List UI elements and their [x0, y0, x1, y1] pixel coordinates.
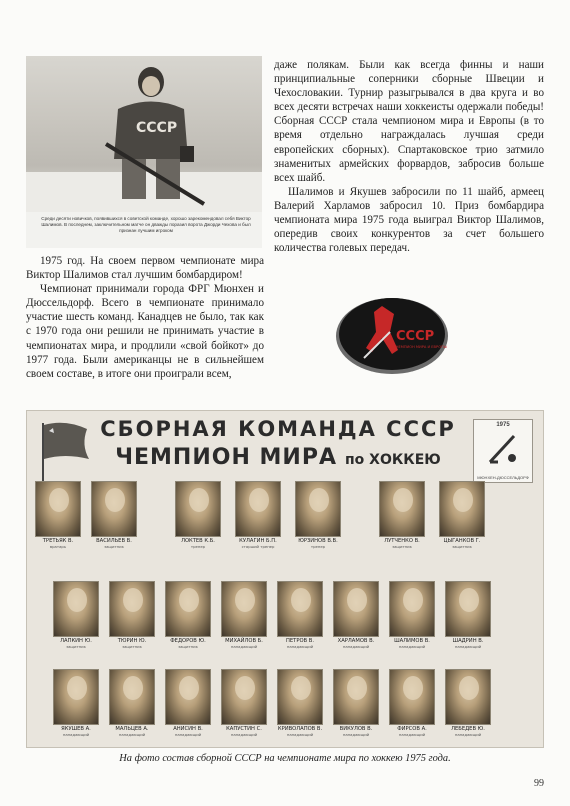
- player-figure-icon: [96, 64, 206, 209]
- player-portrait: [443, 581, 493, 649]
- portrait-photo: [445, 581, 491, 637]
- badge-text: СССР: [396, 329, 435, 344]
- portrait-photo: [35, 481, 81, 537]
- player-portrait: [331, 669, 381, 737]
- hockey-player-image: [26, 56, 262, 212]
- player-portrait: [275, 581, 325, 649]
- portrait-name: ЮРЗИНОВ В.В.: [298, 538, 338, 544]
- portrait-photo: [379, 481, 425, 537]
- soviet-flag-icon: [35, 419, 91, 485]
- portrait-role: защитник: [66, 644, 86, 649]
- portrait-role: старший тренер: [241, 544, 275, 549]
- portrait-photo: [277, 581, 323, 637]
- portrait-name: КАПУСТИН С.: [226, 726, 262, 732]
- text-column-right: [274, 58, 544, 255]
- portrait-photo: [91, 481, 137, 537]
- player-portrait: [173, 481, 223, 549]
- portrait-name: АНИСИН В.: [173, 726, 203, 732]
- emblem-year: 1975: [496, 422, 510, 428]
- player-portrait: [387, 581, 437, 649]
- portrait-photo: [53, 581, 99, 637]
- poster-subtitle-sport: по ХОККЕЮ: [345, 452, 441, 468]
- player-portrait: [163, 581, 213, 649]
- portrait-photo: [277, 669, 323, 725]
- portrait-name: ТЮРИН Ю.: [117, 638, 147, 644]
- portrait-role: нападающий: [398, 644, 426, 649]
- portrait-photo: [235, 481, 281, 537]
- paragraph: Шалимов и Якушев забросили по 11 шайб, армеец Валерий Харламов забросил 10. Приз бомбардира чемпионата мира 1975 года выиграл Виктор Шалимов, опередив своих конкурентов за счет большего количества голевых передач.: [274, 185, 544, 255]
- portrait-role: тренер: [310, 544, 326, 549]
- paragraph: даже полякам. Были как всегда финны и наши принципиальные соперники сборные Швеции и Чехословакии. Турнир разыгрывался в два круга и во всех десяти встречах наши хоккеисты одержали победы! Сборная СССР стала чемпионом мира и Европы (в то время отдельно награждалась лучшая среди европейских сборных). Спартаковское трио затмило знаменитых армейских форвардов, забросив больше всех шайб.: [274, 59, 544, 184]
- portrait-name: ПЕТРОВ В.: [286, 638, 314, 644]
- portrait-role: вратарь: [49, 544, 67, 549]
- photo-caption: Среди десяти новичков, появившихся в советской команде, хорошо зарекомендовал себя Виктор Шалимов. В последнем, заключительном матче он дважды поразил ворота Джорди Чехова и был признан лучшим игроком: [41, 216, 251, 233]
- portrait-role: защитник: [104, 544, 124, 549]
- emblem-place: МЮНХЕН-ДЮССЕЛЬДОРФ: [477, 475, 529, 480]
- portrait-photo: [221, 581, 267, 637]
- player-portrait: [107, 669, 157, 737]
- portrait-role: нападающий: [342, 732, 370, 737]
- portrait-name: МАЛЬЦЕВ А.: [115, 726, 149, 732]
- player-portrait: [163, 669, 213, 737]
- player-portrait: [219, 669, 269, 737]
- portrait-name: МИХАЙЛОВ Б.: [225, 638, 263, 644]
- paragraph: 1975 год. На своем первом чемпионате мира Виктор Шалимов стал лучшим бомбардиром!: [26, 255, 264, 282]
- poster-subtitle: [97, 445, 459, 470]
- portrait-name: ЛЕБЕДЕВ Ю.: [451, 726, 485, 732]
- portrait-photo: [109, 669, 155, 725]
- portrait-photo: [175, 481, 221, 537]
- player-portrait: [51, 581, 101, 649]
- portrait-role: нападающий: [174, 732, 202, 737]
- portrait-photo: [165, 669, 211, 725]
- player-portrait: [275, 669, 325, 737]
- portrait-name: ВАСИЛЬЕВ В.: [96, 538, 132, 544]
- portrait-role: нападающий: [230, 732, 258, 737]
- portrait-photo: [389, 581, 435, 637]
- team-poster: [26, 410, 544, 748]
- svg-text:CCCP: CCCP: [136, 120, 178, 136]
- poster-title: СБОРНАЯ КОМАНДА СССР: [100, 417, 456, 441]
- figure-caption: На фото состав сборной СССР на чемпионате мира по хоккею 1975 года.: [119, 753, 451, 764]
- portrait-name: ЛУТЧЕНКО В.: [384, 538, 420, 544]
- portrait-name: ШАЛИМОВ В.: [394, 638, 430, 644]
- portrait-role: защитник: [122, 644, 142, 649]
- portrait-name: ТРЕТЬЯК В.: [42, 538, 74, 544]
- poster-subtitle-main: ЧЕМПИОН МИРА: [115, 445, 337, 470]
- player-photo: [26, 56, 262, 248]
- portrait-role: нападающий: [230, 644, 258, 649]
- portrait-role: тренер: [190, 544, 206, 549]
- text-column-left: [26, 254, 264, 381]
- portrait-name: ФИРСОВ А.: [397, 726, 427, 732]
- portrait-photo: [333, 581, 379, 637]
- hockey-stick-icon: [484, 432, 524, 466]
- page-number: 99: [534, 778, 544, 789]
- portrait-name: ЛАПКИН Ю.: [60, 638, 92, 644]
- portrait-role: нападающий: [62, 732, 90, 737]
- portrait-name: ФЕДОРОВ Ю.: [170, 638, 206, 644]
- portrait-role: защитник: [392, 544, 412, 549]
- portrait-name: ШАДРИН В.: [452, 638, 484, 644]
- portrait-photo: [333, 669, 379, 725]
- portrait-role: нападающий: [398, 732, 426, 737]
- badge-subtext: ЧЕМПИОН МИРА И ЕВРОПЫ: [396, 345, 447, 349]
- championship-badge: [334, 292, 450, 376]
- portrait-photo: [53, 669, 99, 725]
- portrait-name: КРИВОЛАПОВ В.: [277, 726, 323, 732]
- player-portrait: [331, 581, 381, 649]
- portrait-photo: [445, 669, 491, 725]
- portrait-photo: [439, 481, 485, 537]
- portrait-photo: [165, 581, 211, 637]
- player-portrait: [443, 669, 493, 737]
- portrait-role: нападающий: [286, 732, 314, 737]
- portrait-name: ЦЫГАНКОВ Г.: [443, 538, 481, 544]
- player-portrait: [437, 481, 487, 549]
- player-portrait: [219, 581, 269, 649]
- paragraph: Чемпионат принимали города ФРГ Мюнхен и Дюссельдорф. Всего в чемпионате принимало участие шесть команд. Канадцев не было, так как с 1970 года они решили не принимать участие в чемпионатах мира, и продлили «свой бойкот» до 1977 года. Были американцы не в сильнейшем своем составе, в итоге они проиграли всем,: [26, 283, 264, 380]
- portrait-name: ЛОКТЕВ К.Б.: [181, 538, 215, 544]
- portrait-photo: [221, 669, 267, 725]
- portrait-photo: [295, 481, 341, 537]
- player-portrait: [33, 481, 83, 549]
- player-portrait: [107, 581, 157, 649]
- player-portrait: [51, 669, 101, 737]
- player-portrait: [89, 481, 139, 549]
- portrait-role: защитник: [452, 544, 472, 549]
- portrait-name: ВИКУЛОВ В.: [339, 726, 373, 732]
- portrait-role: нападающий: [286, 644, 314, 649]
- player-portrait: [377, 481, 427, 549]
- portrait-name: ЯКУШЕВ А.: [61, 726, 91, 732]
- player-portrait: [233, 481, 283, 549]
- championship-emblem: [473, 419, 533, 483]
- portrait-role: нападающий: [454, 644, 482, 649]
- portrait-role: защитник: [178, 644, 198, 649]
- portrait-photo: [389, 669, 435, 725]
- portrait-photo: [109, 581, 155, 637]
- portrait-name: ХАРЛАМОВ В.: [337, 638, 375, 644]
- portrait-role: нападающий: [342, 644, 370, 649]
- player-portrait: [293, 481, 343, 549]
- portrait-name: КУЛАГИН Б.П.: [239, 538, 277, 544]
- portrait-role: нападающий: [454, 732, 482, 737]
- portrait-role: нападающий: [118, 732, 146, 737]
- player-portrait: [387, 669, 437, 737]
